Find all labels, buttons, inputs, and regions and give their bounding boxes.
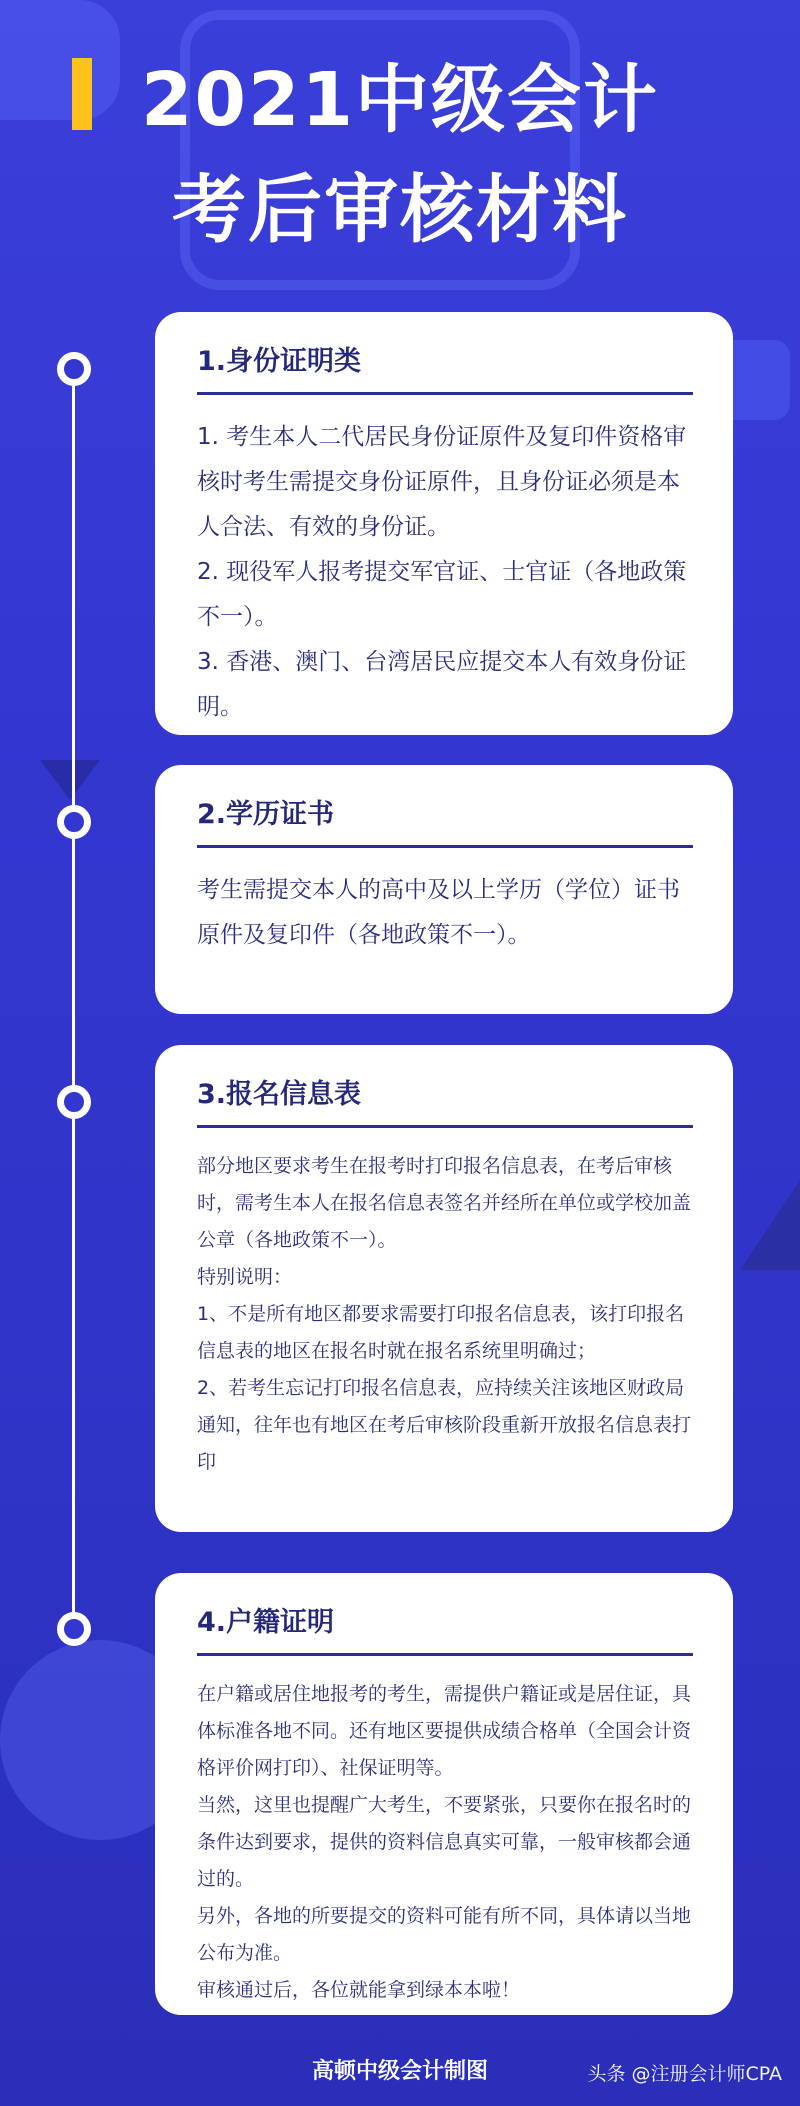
section-paragraph: 考生需提交本人的高中及以上学历（学位）证书原件及复印件（各地政策不一）。 [197,877,680,948]
timeline-node-3 [57,1085,91,1119]
section-paragraph: 3. 香港、澳门、台湾居民应提交本人有效身份证明。 [197,649,687,720]
section-title: 4.户籍证明 [197,1603,693,1656]
section-paragraph: 2. 现役军人报考提交军官证、士官证（各地政策不一）。 [197,559,687,630]
section-title: 2.学历证书 [197,795,693,848]
section-paragraph: 部分地区要求考生在报考时打印报名信息表，在考后审核时，需考生本人在报名信息表签名并经所在单位或学校加盖公章（各地政策不一）。 [197,1155,692,1251]
section-paragraph: 1. 考生本人二代居民身份证原件及复印件资格审核时考生需提交身份证原件，且身份证必须是本人合法、有效的身份证。 [197,424,687,540]
section-paragraph: 特别说明： [197,1266,293,1288]
timeline-node-1 [57,352,91,386]
section-card-id-proof [155,312,733,735]
watermark: 头条 @注册会计师CPA [587,2063,782,2085]
section-paragraph: 另外，各地的所要提交的资料可能有所不同，具体请以当地公布为准。 [197,1905,692,1964]
section-card-household-proof [155,1573,733,2015]
decorative-triangle [40,760,100,800]
section-title: 3.报名信息表 [197,1075,693,1128]
timeline-line [72,365,75,1625]
page-title-line2: 考后审核材料 [172,167,628,253]
section-paragraph: 当然，这里也提醒广大考生，不要紧张，只要你在报名时的条件达到要求，提供的资料信息真实可靠，一般审核都会通过的。 [197,1794,692,1890]
section-paragraph: 1、不是所有地区都要求需要打印报名信息表，该打印报名信息表的地区在报名时就在报名系统里明确过； [197,1303,685,1362]
section-card-education [155,765,733,1014]
timeline-node-2 [57,805,91,839]
section-paragraph: 2、若考生忘记打印报名信息表，应持续关注该地区财政局通知，往年也有地区在考后审核阶段重新开放报名信息表打印 [197,1377,692,1473]
section-paragraph: 审核通过后，各位就能拿到绿本本啦！ [197,1979,521,2001]
section-paragraph: 在户籍或居住地报考的考生，需提供户籍证或是居住证，具体标准各地不同。还有地区要提供成绩合格单（全国会计资格评价网打印）、社保证明等。 [197,1683,692,1779]
decorative-triangle [740,1180,800,1270]
section-card-registration-form [155,1045,733,1532]
page-title-line1: 2021中级会计 [141,57,659,143]
timeline-node-4 [57,1612,91,1646]
section-title: 1.身份证明类 [197,342,693,395]
footer-credit: 高顿中级会计制图 [311,2059,488,2084]
